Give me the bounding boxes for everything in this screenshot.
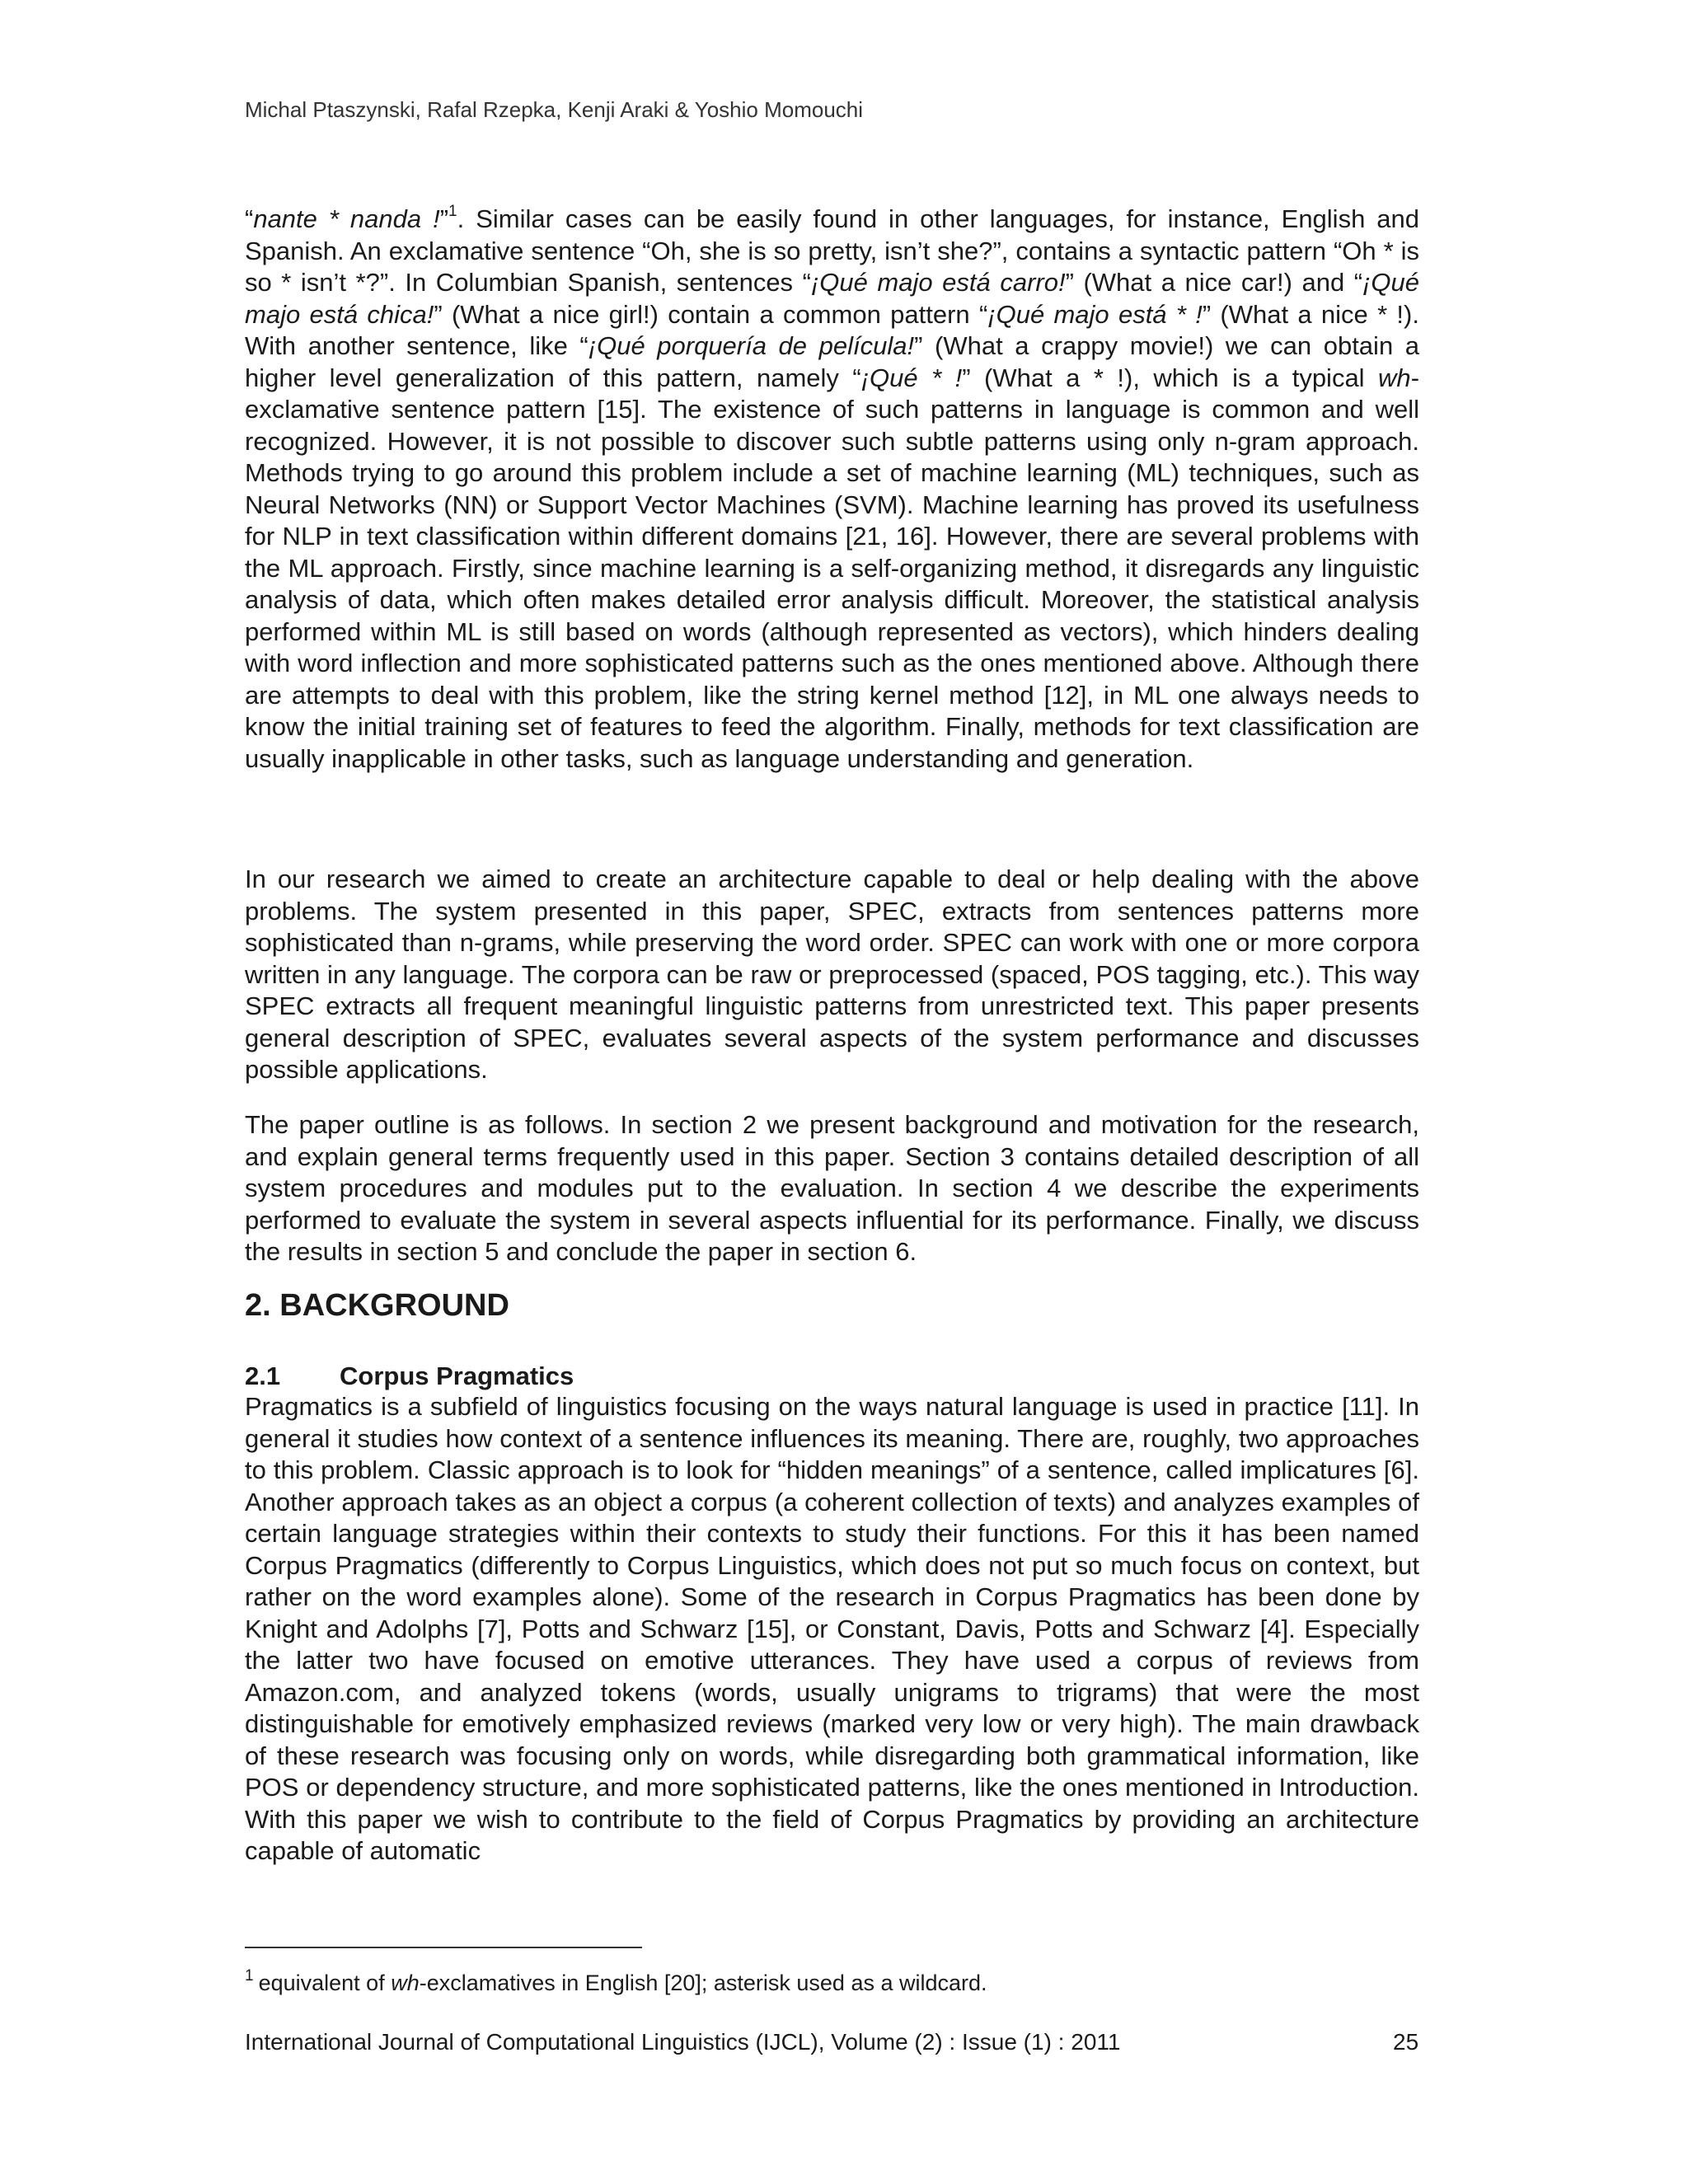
section-heading-background: 2. BACKGROUND: [245, 1288, 509, 1323]
text-run: “: [245, 204, 254, 233]
text-run: . Similar cases can be easily found in other languages, for instance, English and Spanish. An exclamative sentence “Oh, she is so pretty, isn’t she?”, contains a syntactic pattern “Oh * is so * isn’t *?”. In Columbian Spanish, sentences “: [245, 204, 1420, 297]
italic-run: ¡Qué * !: [860, 363, 963, 392]
text-run: ” (What a nice girl!) contain a common pattern “: [434, 299, 988, 329]
footnote-reference: 1: [448, 203, 457, 220]
subsection-title: Corpus Pragmatics: [340, 1361, 574, 1390]
text-run: ” (What a * !), which is a typical: [962, 363, 1379, 392]
footer-page-number: 25: [1393, 2029, 1419, 2055]
italic-run: nante * nanda !: [253, 204, 440, 233]
text-run: -exclamative sentence pattern [15]. The existence of such patterns in language is common and well recognized. However, it is not possible to discover such subtle patterns using only n-gram approach. Methods trying to go around this problem include a set of machine learning (ML) techniques, such as Neural Networks (NN) or Support Vector Machines (SVM). Machine learning has proved its usefulness for NLP in text classification within different domains [21, 16]. However, there are several problems with the ML approach. Firstly, since machine learning is a self-organizing method, it disregards any linguistic analysis of data, which often makes detailed error analysis difficult. Moreover, the statistical analysis performed within ML is still based on words (although represented as vectors), which hinders dealing with word inflection and more sophisticated patterns such as the ones mentioned above. Although there are attempts to deal with this problem, like the string kernel method [12], in ML one always needs to know the initial training set of features to feed the algorithm. Finally, methods for text classification are usually inapplicable in other tasks, such as language understanding and generation.: [245, 363, 1420, 773]
footnote-text: -exclamatives in English [20]; asterisk used as a wildcard.: [419, 1971, 987, 1995]
paragraph-corpus-pragmatics: Pragmatics is a subfield of linguistics focusing on the ways natural language is used in practice [11]. In general it studies how context of a sentence influences its meaning. There are, roughly, two approaches to this problem. Classic approach is to look for “hidden meanings” of a sentence, called implicatures [6]. Another approach takes as an object a corpus (a coherent collection of texts) and analyzes examples of certain language strategies within their contexts to study their functions. For this it has been named Corpus Pragmatics (differently to Corpus Linguistics, which does not put so much focus on context, but rather on the word examples alone). Some of the research in Corpus Pragmatics has been done by Knight and Adolphs [7], Potts and Schwarz [15], or Constant, Davis, Potts and Schwarz [4]. Especially the latter two have focused on emotive utterances. They have used a corpus of reviews from Amazon.com, and analyzed tokens (words, usually unigrams to trigrams) that were the most distinguishable for emotively emphasized reviews (marked very low or very high). The main drawback of these research was focusing only on words, while disregarding both grammatical information, like POS or dependency structure, and more sophisticated patterns, like the ones mentioned in Introduction. With this paper we wish to contribute to the field of Corpus Pragmatics by providing an architecture capable of automatic: [245, 1392, 1419, 1865]
italic-run: ¡Qué majo está chica!: [245, 268, 1419, 329]
running-header-authors: Michal Ptaszynski, Rafal Rzepka, Kenji Araki & Yoshio Momouchi: [245, 97, 864, 122]
italic-run: ¡Qué porquería de película!: [588, 331, 915, 360]
text-run: ” (What a crappy movie!) we can obtain a higher level generalization of this pattern, namely “: [245, 331, 1420, 392]
italic-run: wh: [1378, 363, 1411, 392]
paragraph-intro-continued: [245, 196, 1419, 775]
text-run: ” (What a nice car!) and “: [1065, 268, 1363, 297]
subsection-heading-corpus-pragmatics: [245, 1361, 574, 1391]
text-run: ”: [439, 204, 449, 233]
italic-run: ¡Qué majo está carro!: [810, 268, 1066, 297]
text-run: ” (What a nice * !). With another sentence, like “: [245, 299, 1419, 360]
italic-run: ¡Qué majo está * !: [987, 299, 1203, 329]
footnote-italic: wh: [391, 1971, 420, 1995]
footer-journal-citation: International Journal of Computational Linguistics (IJCL), Volume (2) : Issue (1) : 2011: [245, 2029, 1121, 2055]
footnote-text: equivalent of: [258, 1971, 392, 1995]
subsection-number: 2.1: [245, 1361, 281, 1390]
paragraph-research-aim: In our research we aimed to create an architecture capable to deal or help dealing with the above problems. The system presented in this paper, SPEC, extracts from sentences patterns more sophisticated than n-grams, while preserving the word order. SPEC can work with one or more corpora written in any language. The corpora can be raw or preprocessed (spaced, POS tagging, etc.). This way SPEC extracts all frequent meaningful linguistic patterns from unrestricted text. This paper presents general description of SPEC, evaluates several aspects of the system performance and discusses possible applications.: [245, 865, 1419, 1084]
footnote: [245, 1960, 987, 1999]
paragraph-paper-outline: The paper outline is as follows. In section 2 we present background and motivation for the research, and explain general terms frequently used in this paper. Section 3 contains detailed description of all system procedures and modules put to the evaluation. In section 4 we describe the experiments performed to evaluate the system in several aspects influential for its performance. Finally, we discuss the results in section 5 and conclude the paper in section 6.: [245, 1110, 1419, 1266]
footnote-divider: [245, 1947, 642, 1948]
footnote-mark: 1: [245, 1967, 254, 1985]
